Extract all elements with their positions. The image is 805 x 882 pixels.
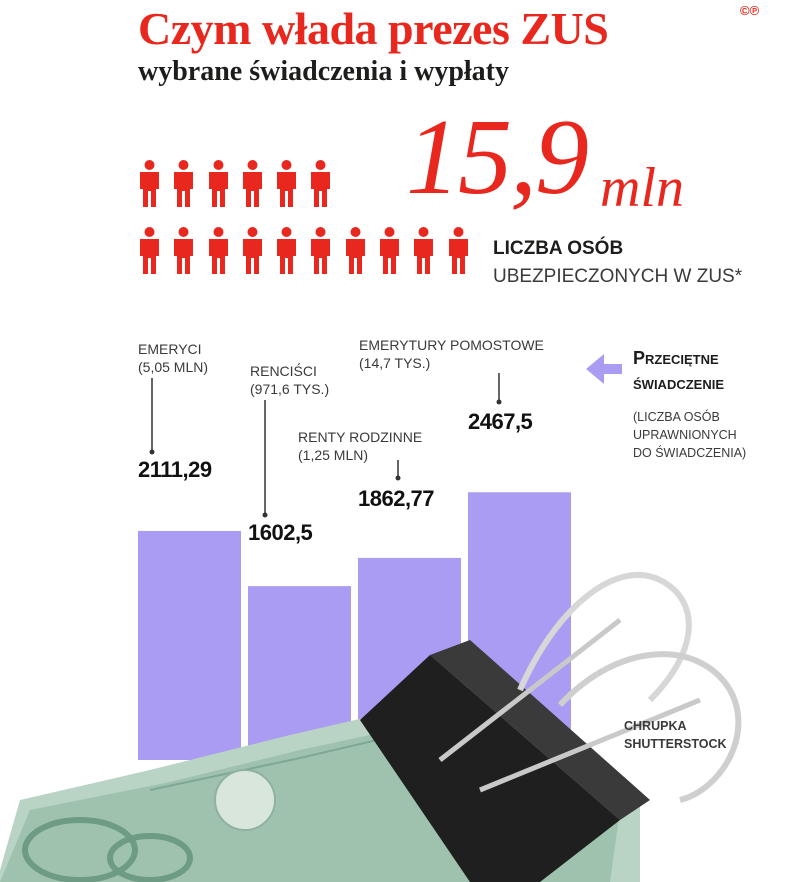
chart-title: Czym włada prezes ZUS xyxy=(138,3,609,54)
category-label-rencisci xyxy=(250,362,329,398)
category-note: (5,05 MLN) xyxy=(138,359,209,376)
category-note: (1,25 MLN) xyxy=(298,447,369,464)
insured-count-unit: mln xyxy=(600,157,684,219)
bar-emeryci xyxy=(138,531,241,760)
category-name: RENTY RODZINNE xyxy=(298,429,423,445)
legend-title-line-2: świadczenie xyxy=(633,373,724,394)
leader-dot xyxy=(150,450,155,455)
legend-note-line-1: (LICZBA OSÓB xyxy=(633,410,720,424)
chart-subtitle: wybrane świadczenia i wypłaty xyxy=(138,56,509,87)
insured-label-line-1: LICZBA OSÓB xyxy=(493,238,624,259)
category-label-renty-rodzinne xyxy=(298,428,422,464)
category-label-emeryci xyxy=(138,340,208,376)
photo-credit-line-2: SHUTTERSTOCK xyxy=(624,736,727,751)
category-label-emerytury-pomostowe xyxy=(359,336,544,372)
leader-dot xyxy=(497,400,502,405)
legend-title-line-1: Przeciętne xyxy=(633,348,719,368)
value-label-emeryci: 2111,29 xyxy=(138,457,212,482)
insured-label-line-2: UBEZPIECZONYCH W ZUS* xyxy=(493,266,743,287)
category-name: EMERYTURY POMOSTOWE xyxy=(359,337,544,353)
photo-credit xyxy=(624,718,727,753)
category-name: EMERYCI xyxy=(138,341,202,357)
category-name: RENCIŚCI xyxy=(250,363,317,379)
leader-dot xyxy=(263,513,268,518)
leader-dot xyxy=(396,476,401,481)
value-label-emerytury-pomostowe: 2467,5 xyxy=(468,409,533,434)
category-note: (971,6 TYS.) xyxy=(250,381,330,398)
value-label-renty-rodzinne: 1862,77 xyxy=(358,486,435,511)
copyright-mark: ©℗ xyxy=(740,3,760,18)
legend-note-line-2: UPRAWNIONYCH xyxy=(633,428,737,443)
arrow-left-icon xyxy=(586,354,622,384)
category-note: (14,7 TYS.) xyxy=(359,355,431,372)
insured-count-value: 15,9 xyxy=(406,98,587,217)
legend-title xyxy=(633,346,724,396)
legend-note-line-3: DO ŚWIADCZENIA) xyxy=(633,446,747,461)
value-label-rencisci: 1602,5 xyxy=(248,520,313,545)
photo-credit-line-1: CHRUPKA xyxy=(624,719,687,733)
legend-note xyxy=(633,408,746,462)
